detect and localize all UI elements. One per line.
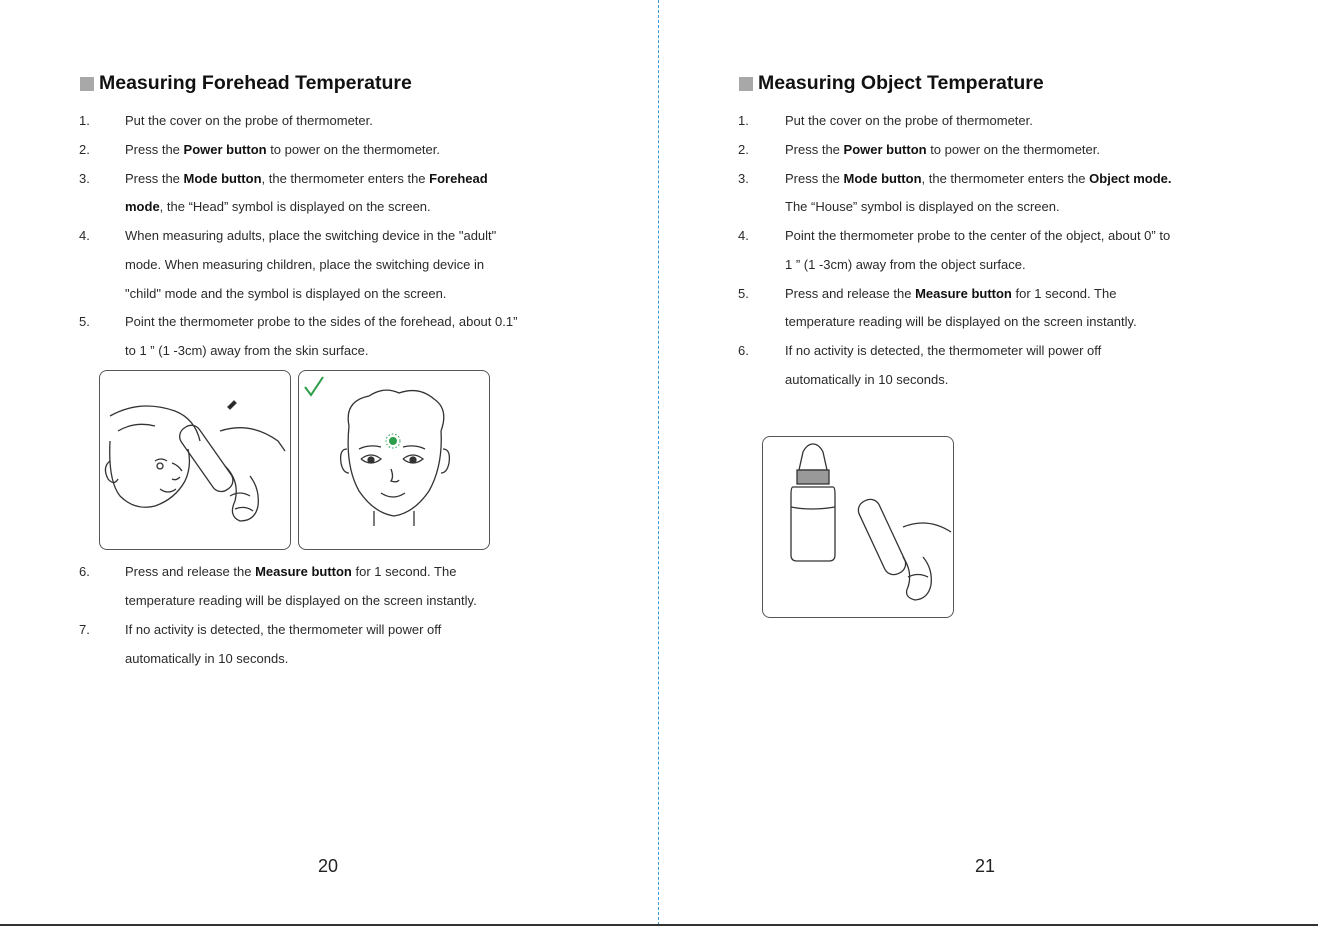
step-line (785, 228, 1170, 244)
step-line (125, 113, 373, 129)
step-number: 6. (79, 564, 90, 579)
step-line (125, 314, 517, 330)
bottom-rule (0, 924, 1318, 926)
step-bold-text: Measure button (255, 564, 352, 579)
step-text: When measuring adults, place the switching device in the "adult" (125, 228, 497, 243)
step-number: 4. (738, 228, 749, 243)
step-bold-text: mode (125, 199, 160, 214)
step-text: , the “Head” symbol is displayed on the screen. (159, 199, 431, 214)
step-text: for 1 second. The (351, 564, 457, 579)
step-text: Press the (125, 171, 184, 186)
right-title: Measuring Object Temperature (758, 72, 1044, 94)
step-text: 1 ” (1 -3cm) away from the object surface. (785, 257, 1026, 272)
heading-square-icon (739, 77, 753, 91)
step-number: 5. (738, 286, 749, 301)
step-line (785, 314, 1137, 330)
step-line (125, 593, 477, 609)
step-text: mode. When measuring children, place the switching device in (125, 257, 485, 272)
step-text: "child" mode and the symbol is displayed on the screen. (125, 286, 447, 301)
forehead-measure-illustration (99, 370, 291, 550)
step-text: Put the cover on the probe of thermometer. (125, 113, 373, 128)
step-line (125, 199, 431, 215)
step-text: automatically in 10 seconds. (125, 651, 289, 666)
left-page-number: 20 (318, 856, 339, 876)
step-line (785, 372, 948, 388)
step-text: to 1 ” (1 -3cm) away from the skin surface. (125, 343, 369, 358)
step-line (785, 257, 1026, 273)
step-number: 3. (738, 171, 749, 186)
right-page (659, 0, 1318, 925)
left-page (0, 0, 658, 925)
step-line (785, 142, 1100, 158)
step-line (125, 286, 446, 302)
step-line (785, 171, 1172, 187)
step-bold-text: Measure button (915, 286, 1012, 301)
step-number: 3. (79, 171, 90, 186)
step-text: If no activity is detected, the thermometer will power off (125, 622, 442, 637)
step-text: to power on the thermometer. (266, 142, 441, 157)
step-line (125, 171, 488, 187)
step-text: Point the thermometer probe to the center of the object, about 0” to (785, 228, 1171, 243)
step-text: Point the thermometer probe to the sides of the forehead, about 0.1” (125, 314, 518, 329)
step-line (125, 651, 288, 667)
left-heading (80, 72, 412, 95)
step-text: temperature reading will be displayed on the screen instantly. (785, 314, 1137, 329)
step-text: If no activity is detected, the thermometer will power off (785, 343, 1102, 358)
step-text: , the thermometer enters the (261, 171, 430, 186)
step-bold-text: Power button (843, 142, 927, 157)
step-bold-text: Power button (183, 142, 267, 157)
step-text: Press and release the (785, 286, 916, 301)
step-text: Put the cover on the probe of thermometer. (785, 113, 1033, 128)
left-title: Measuring Forehead Temperature (99, 72, 412, 94)
step-line (125, 564, 456, 580)
step-number: 7. (79, 622, 90, 637)
step-text: for 1 second. The (1011, 286, 1117, 301)
step-line (125, 142, 440, 158)
step-number: 1. (738, 113, 749, 128)
step-line (785, 343, 1101, 359)
step-text: Press the (785, 171, 844, 186)
step-text: to power on the thermometer. (926, 142, 1101, 157)
face-front-illustration (298, 370, 490, 550)
step-line (125, 228, 496, 244)
step-line (125, 257, 484, 273)
step-text: temperature reading will be displayed on the screen instantly. (125, 593, 477, 608)
step-line (785, 199, 1060, 215)
heading-square-icon (80, 77, 94, 91)
step-bold-text: Mode button (843, 171, 922, 186)
step-bold-text: Mode button (183, 171, 262, 186)
step-line (785, 286, 1116, 302)
check-icon (302, 375, 326, 399)
right-heading (739, 72, 1044, 95)
step-text: Press the (785, 142, 844, 157)
step-text: Press and release the (125, 564, 256, 579)
step-text: Press the (125, 142, 184, 157)
right-page-number: 21 (975, 856, 996, 876)
step-text: , the thermometer enters the (921, 171, 1090, 186)
step-line (125, 343, 368, 359)
step-line (125, 622, 441, 638)
step-bold-text: Object mode. (1089, 171, 1172, 186)
step-number: 4. (79, 228, 90, 243)
step-bold-text: Forehead (429, 171, 488, 186)
step-text: The “House” symbol is displayed on the screen. (785, 199, 1060, 214)
step-number: 6. (738, 343, 749, 358)
step-number: 2. (79, 142, 90, 157)
step-text: automatically in 10 seconds. (785, 372, 949, 387)
step-number: 5. (79, 314, 90, 329)
baby-bottle-illustration (762, 436, 954, 618)
step-number: 1. (79, 113, 90, 128)
step-number: 2. (738, 142, 749, 157)
step-line (785, 113, 1033, 129)
